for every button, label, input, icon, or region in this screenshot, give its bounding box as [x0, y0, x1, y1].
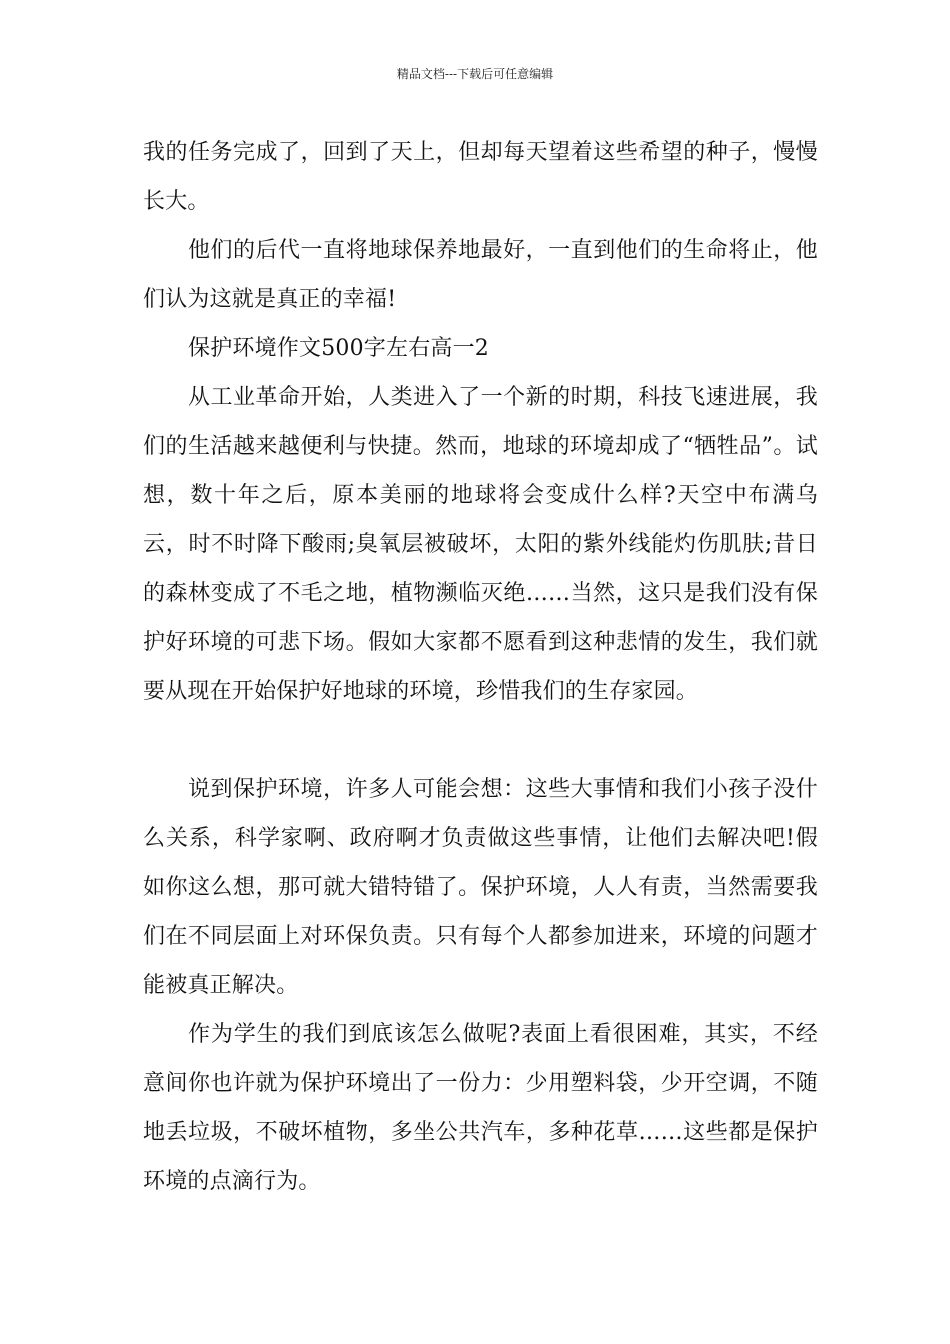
section-title: 保护环境作文500字左右高一2	[188, 336, 489, 361]
paragraph-1: 我的任务完成了，回到了天上，但却每天望着这些希望的种子，慢慢长大。	[143, 140, 818, 214]
paragraph-4: 说到保护环境，许多人可能会想：这些大事情和我们小孩子没什么关系，科学家啊、政府啊才负责做这些事情，让他们去解决吧!假如你这么想，那可就大错特错了。保护环境，人人有责，当然需要我们在不同层面上对环保负责。只有每个人都参加进来，环境的问题才能被真正解决。	[143, 777, 818, 998]
paragraph-3: 从工业革命开始，人类进入了一个新的时期，科技飞速进展，我们的生活越来越便利与快捷。然而，地球的环境却成了“牺牲品”。试想，数十年之后，原本美丽的地球将会变成什么样?天空中布满乌云，时不时降下酸雨;臭氧层被破坏，太阳的紫外线能灼伤肌肤;昔日的森林变成了不毛之地，植物濒临灭绝……当然，这只是我们没有保护好环境的可悲下场。假如大家都不愿看到这种悲情的发生，我们就要从现在开始保护好地球的环境，珍惜我们的生存家园。	[143, 385, 818, 704]
page-header: 精品文档---下载后可任意编辑	[396, 67, 554, 81]
paragraph-2: 他们的后代一直将地球保养地最好，一直到他们的生命将止，他们认为这就是真正的幸福!	[143, 238, 818, 312]
paragraph-5: 作为学生的我们到底该怎么做呢?表面上看很困难，其实，不经意间你也许就为保护环境出了一份力：少用塑料袋，少开空调，不随地丢垃圾，不破坏植物，多坐公共汽车，多种花草……这些都是保护环境的点滴行为。	[143, 1022, 818, 1194]
document-body	[143, 128, 818, 1206]
paragraph-gap	[143, 716, 818, 765]
